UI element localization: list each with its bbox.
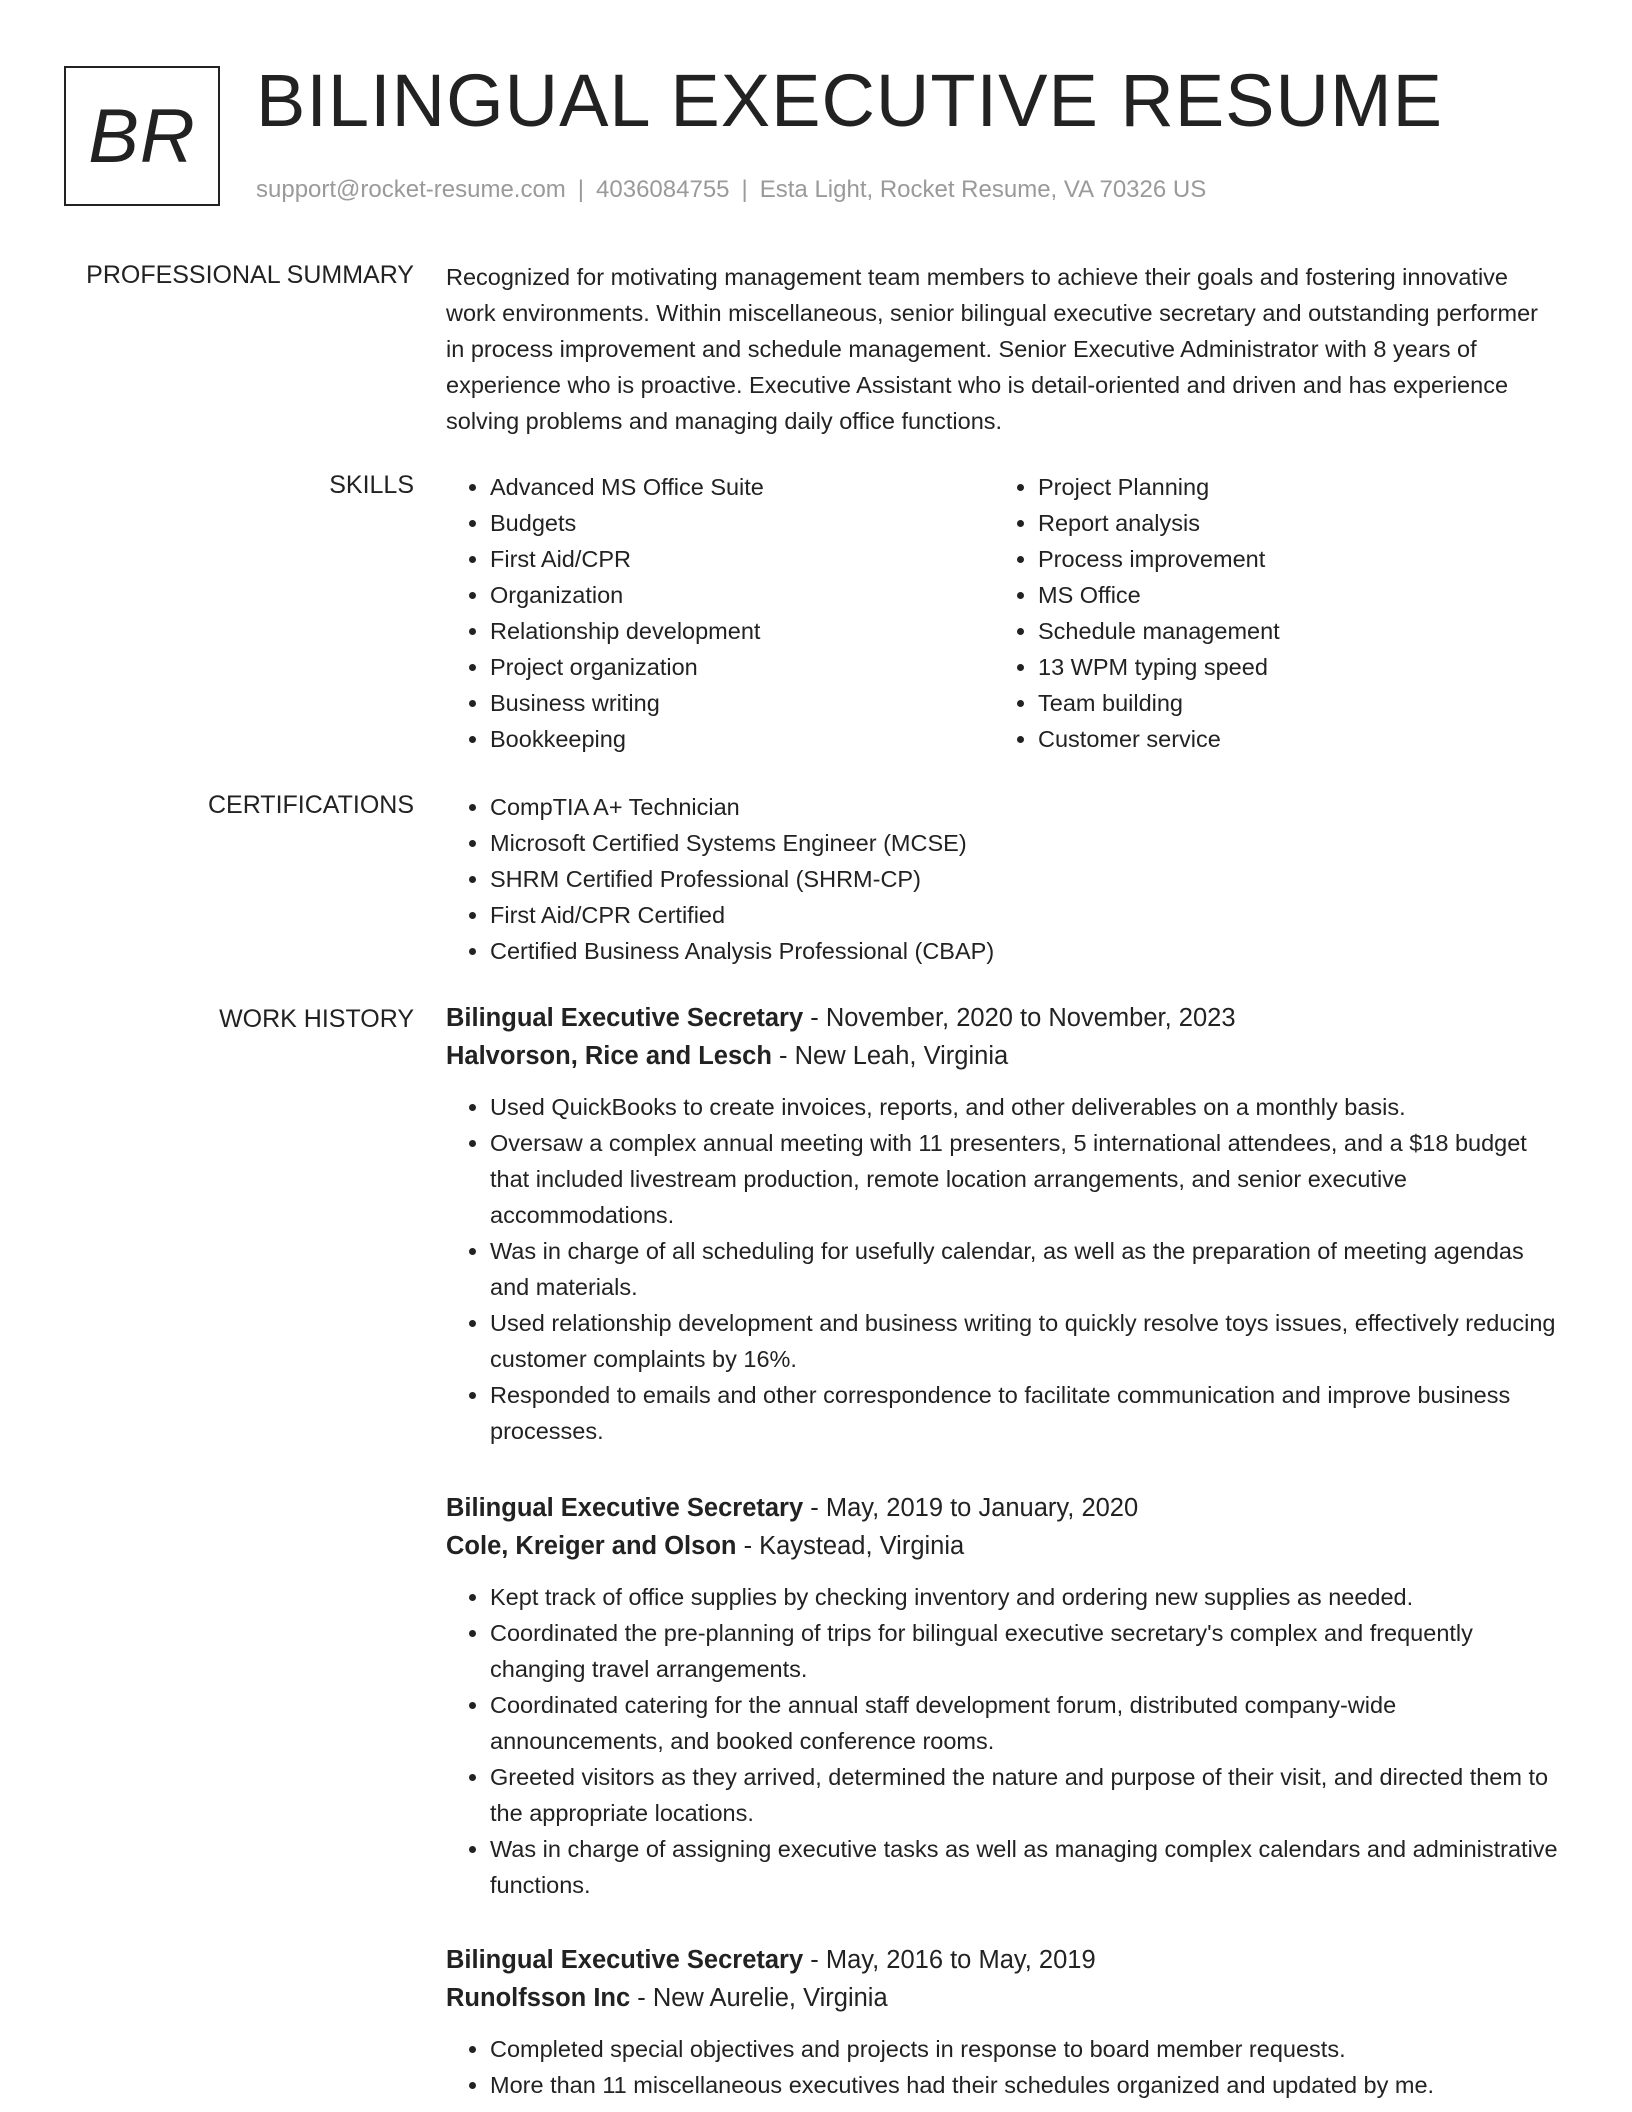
skills-heading: SKILLS	[329, 471, 414, 499]
job-dates: - May, 2016 to May, 2019	[803, 1946, 1096, 1974]
job-bullet: • Completed special objectives and projects in response to board member requests.	[490, 2031, 1562, 2067]
job-bullet: • Oversaw a complex annual meeting with 11 presenters, 5 international attendees, and a $18 budget that included livestream production, remote location arrangements, and senior executive accommodations.	[490, 1125, 1562, 1233]
skill-item: • Bookkeeping	[490, 721, 994, 757]
job-title-line	[446, 1941, 1562, 1979]
resume-title: BILINGUAL EXECUTIVE RESUME	[256, 59, 1443, 142]
contact-phone[interactable]: 4036084755	[596, 176, 730, 203]
job-bullet: • Greeted visitors as they arrived, determined the nature and purpose of their visit, and directed them to the appropriate locations.	[490, 1759, 1562, 1831]
job-entry	[446, 1489, 1562, 1903]
summary-body	[446, 259, 1562, 439]
skill-item: • Advanced MS Office Suite	[490, 469, 994, 505]
job-bullet: • Used QuickBooks to create invoices, reports, and other deliverables on a monthly basis.	[490, 1089, 1562, 1125]
skill-item: • First Aid/CPR	[490, 541, 994, 577]
skills-grid	[446, 469, 1562, 757]
certification-item: • Microsoft Certified Systems Engineer (MCSE)	[490, 825, 1562, 861]
job-location: - New Aurelie, Virginia	[630, 1984, 888, 2012]
job-bullets	[446, 1089, 1562, 1449]
certification-item: • Certified Business Analysis Professional (CBAP)	[490, 933, 1562, 969]
job-title: Bilingual Executive Secretary	[446, 1946, 804, 1974]
contact-email[interactable]: support@rocket-resume.com	[256, 176, 566, 203]
summary-text: Recognized for motivating management team members to achieve their goals and fostering innovative work environments. Within miscellaneous, senior bilingual executive secretary and outstanding performer in process improvement and schedule management. Senior Executive Administrator with 8 years of experience who is proactive. Executive Assistant who is detail-oriented and driven and has experience solving problems and managing daily office functions.	[446, 264, 1538, 434]
certifications-body	[446, 789, 1562, 969]
job-company-line	[446, 1037, 1562, 1075]
monogram-logo: BR	[64, 66, 220, 206]
job-location: - New Leah, Virginia	[771, 1042, 1009, 1070]
certifications-heading: CERTIFICATIONS	[207, 791, 414, 819]
job-dates: - November, 2020 to November, 2023	[803, 1004, 1236, 1032]
job-bullet: • Used relationship development and business writing to quickly resolve toys issues, effectively reducing customer complaints by 16%.	[490, 1305, 1562, 1377]
certification-item: • First Aid/CPR Certified	[490, 897, 1562, 933]
job-company-line	[446, 1527, 1562, 1565]
job-company: Cole, Kreiger and Olson	[446, 1532, 737, 1560]
job-bullets	[446, 1579, 1562, 1903]
skill-item: • Budgets	[490, 505, 994, 541]
job-title-line	[446, 1489, 1562, 1527]
skills-column-right	[994, 469, 1542, 757]
job-bullet: • More than 11 miscellaneous executives had their schedules organized and updated by me.	[490, 2067, 1562, 2103]
job-location: - Kaystead, Virginia	[736, 1532, 965, 1560]
skill-item: • Report analysis	[1038, 505, 1542, 541]
contact-address: Esta Light, Rocket Resume, VA 70326 US	[759, 176, 1207, 203]
job-title: Bilingual Executive Secretary	[446, 1004, 804, 1032]
contact-separator: |	[741, 176, 748, 203]
job-company-line	[446, 1979, 1562, 2017]
contact-line	[256, 174, 1206, 206]
certification-item: • CompTIA A+ Technician	[490, 789, 1562, 825]
job-dates: - May, 2019 to January, 2020	[803, 1494, 1139, 1522]
job-company: Runolfsson Inc	[446, 1984, 631, 2012]
skill-item: • Team building	[1038, 685, 1542, 721]
certification-item: • SHRM Certified Professional (SHRM-CP)	[490, 861, 1562, 897]
work-history-heading: WORK HISTORY	[219, 1005, 414, 1033]
contact-separator: |	[577, 176, 585, 203]
job-bullet: • Kept track of office supplies by checking inventory and ordering new supplies as needed.	[490, 1579, 1562, 1615]
job-title-line	[446, 999, 1562, 1037]
job-title: Bilingual Executive Secretary	[446, 1494, 804, 1522]
skill-item: • Organization	[490, 577, 994, 613]
job-bullet: • Was in charge of all scheduling for usefully calendar, as well as the preparation of meeting agendas and materials.	[490, 1233, 1562, 1305]
skill-item: • Relationship development	[490, 613, 994, 649]
skill-item: • Project Planning	[1038, 469, 1542, 505]
job-bullet: • Was in charge of assigning executive tasks as well as managing complex calendars and administrative functions.	[490, 1831, 1562, 1903]
job-entry	[446, 999, 1562, 1449]
job-company: Halvorson, Rice and Lesch	[446, 1042, 772, 1070]
skill-item: • Customer service	[1038, 721, 1542, 757]
summary-heading: PROFESSIONAL SUMMARY	[86, 261, 414, 289]
skills-column-left	[446, 469, 994, 757]
skill-item: • MS Office	[1038, 577, 1542, 613]
skill-item: • Process improvement	[1038, 541, 1542, 577]
skill-item: • Schedule management	[1038, 613, 1542, 649]
skills-body	[446, 469, 1562, 757]
job-bullet: • Coordinated catering for the annual staff development forum, distributed company-wide announcements, and booked conference rooms.	[490, 1687, 1562, 1759]
skill-item: • 13 WPM typing speed	[1038, 649, 1542, 685]
job-entry	[446, 1941, 1562, 2103]
job-bullet: • Coordinated the pre-planning of trips for bilingual executive secretary's complex and frequently changing travel arrangements.	[490, 1615, 1562, 1687]
job-bullet: • Responded to emails and other correspondence to facilitate communication and improve business processes.	[490, 1377, 1562, 1449]
skill-item: • Business writing	[490, 685, 994, 721]
skill-item: • Project organization	[490, 649, 994, 685]
job-bullets	[446, 2031, 1562, 2103]
